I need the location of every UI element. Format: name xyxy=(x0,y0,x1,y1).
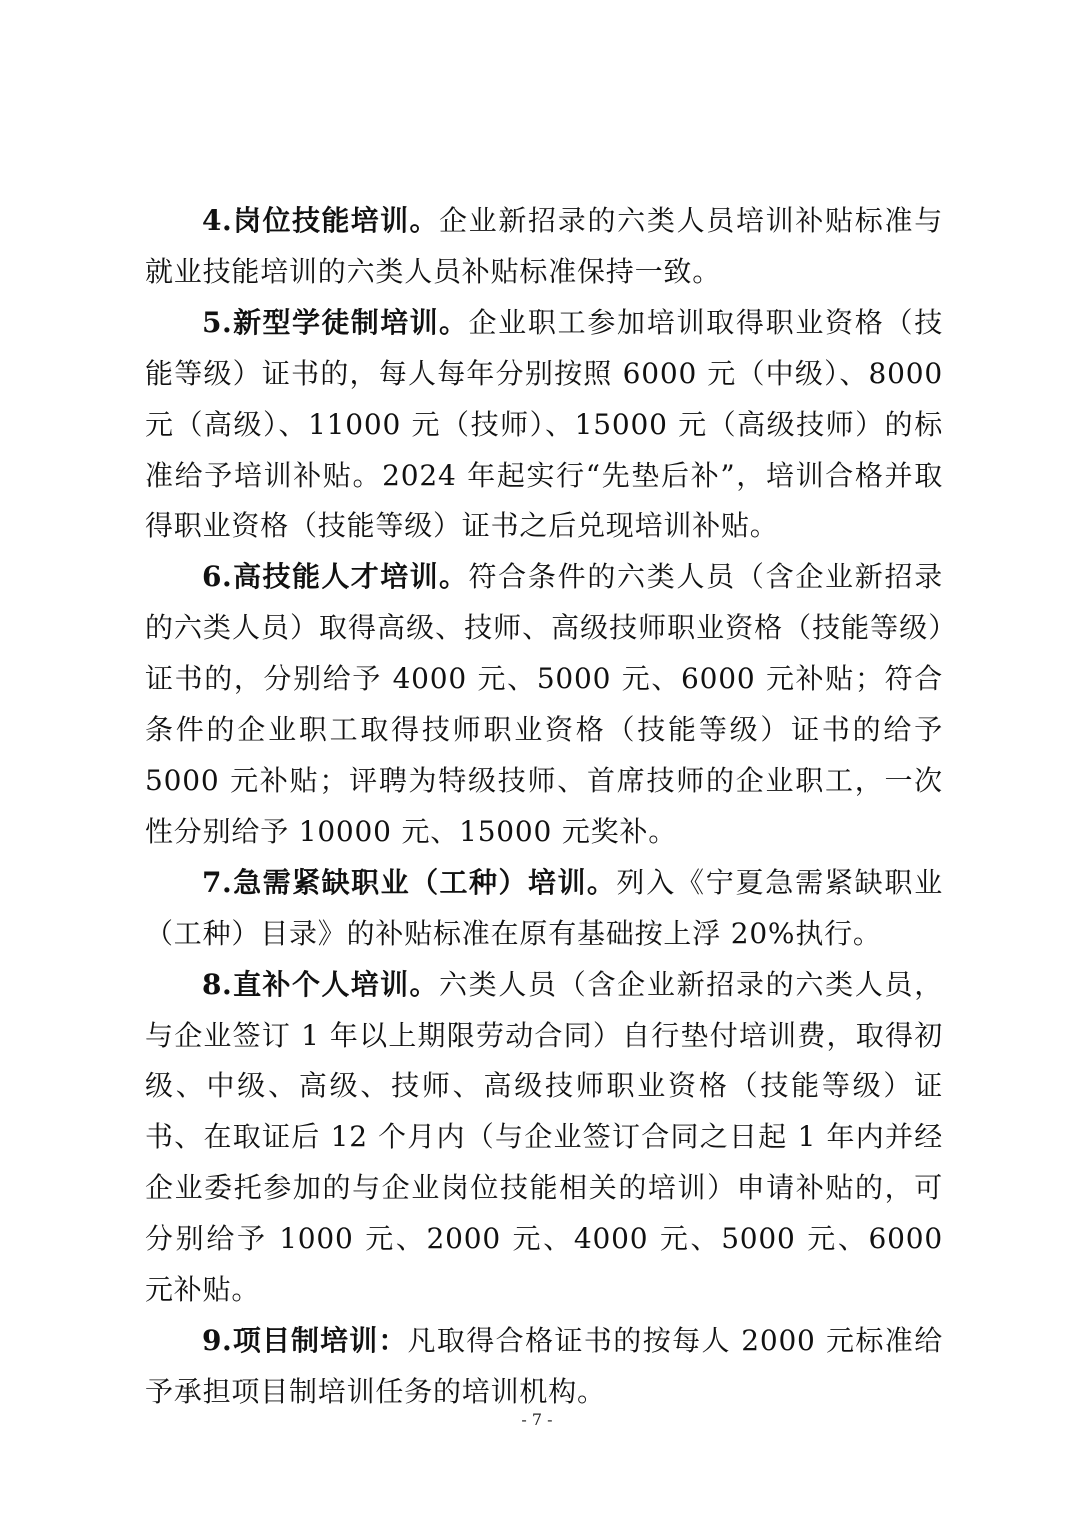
paragraph-text: 凡取得合格证书的按每人 2000 元标准给予承担项目制培训任务的培训机构。 xyxy=(145,1323,943,1408)
paragraph-8 xyxy=(145,960,943,1316)
paragraph-text: 企业职工参加培训取得职业资格（技能等级）证书的，每人每年分别按照 6000 元（中级）、8000 元（高级）、11000 元（技师）、15000 元（高级技师）的标准给予培训补贴。2024 年起实行“先垫后补”，培训合格并取得职业资格（技能等级）证书之后兑现培训补贴。 xyxy=(145,305,943,543)
paragraph-5 xyxy=(145,298,943,553)
paragraph-7 xyxy=(145,858,943,960)
paragraph-heading: 9.项目制培训： xyxy=(202,1323,408,1357)
page-number: - 7 - xyxy=(521,1410,553,1429)
paragraph-text: 企业新招录的六类人员培训补贴标准与就业技能培训的六类人员补贴标准保持一致。 xyxy=(145,204,943,288)
paragraph-text: 列入《宁夏急需紧缺职业（工种）目录》的补贴标准在原有基础按上浮 20%执行。 xyxy=(145,865,943,950)
paragraph-text: 符合条件的六类人员（含企业新招录的六类人员）取得高级、技师、高级技师职业资格（技能等级）证书的，分别给予 4000 元、5000 元、6000 元补贴；符合条件的企业职工取得技师职业资格（技能等级）证书的给予 5000 元补贴；评聘为特级技师、首席技师的企业职工，一次性分别给予 10000 元、15000 元奖补。 xyxy=(145,560,943,848)
paragraph-9 xyxy=(145,1316,943,1418)
paragraph-heading: 7.急需紧缺职业（工种）培训。 xyxy=(202,865,617,899)
paragraph-heading: 4.岗位技能培训。 xyxy=(202,204,439,237)
paragraph-text: 六类人员（含企业新招录的六类人员，与企业签订 1 年以上期限劳动合同）自行垫付培训费，取得初级、中级、高级、技师、高级技师职业资格（技能等级）证书、在取证后 12 个月内（与企业签订合同之日起 1 年内并经企业委托参加的与企业岗位技能相关的培训）申请补贴的，可分别给予 1000 元、2000 元、4000 元、5000 元、6000 元补贴。 xyxy=(145,967,943,1307)
paragraph-heading: 8.直补个人培训。 xyxy=(202,967,439,1001)
document-body xyxy=(145,196,943,1418)
paragraph-heading: 6.高技能人才培训。 xyxy=(202,560,469,594)
paragraph-heading: 5.新型学徒制培训。 xyxy=(202,305,469,339)
paragraph-4 xyxy=(145,196,943,298)
paragraph-6 xyxy=(145,552,943,857)
